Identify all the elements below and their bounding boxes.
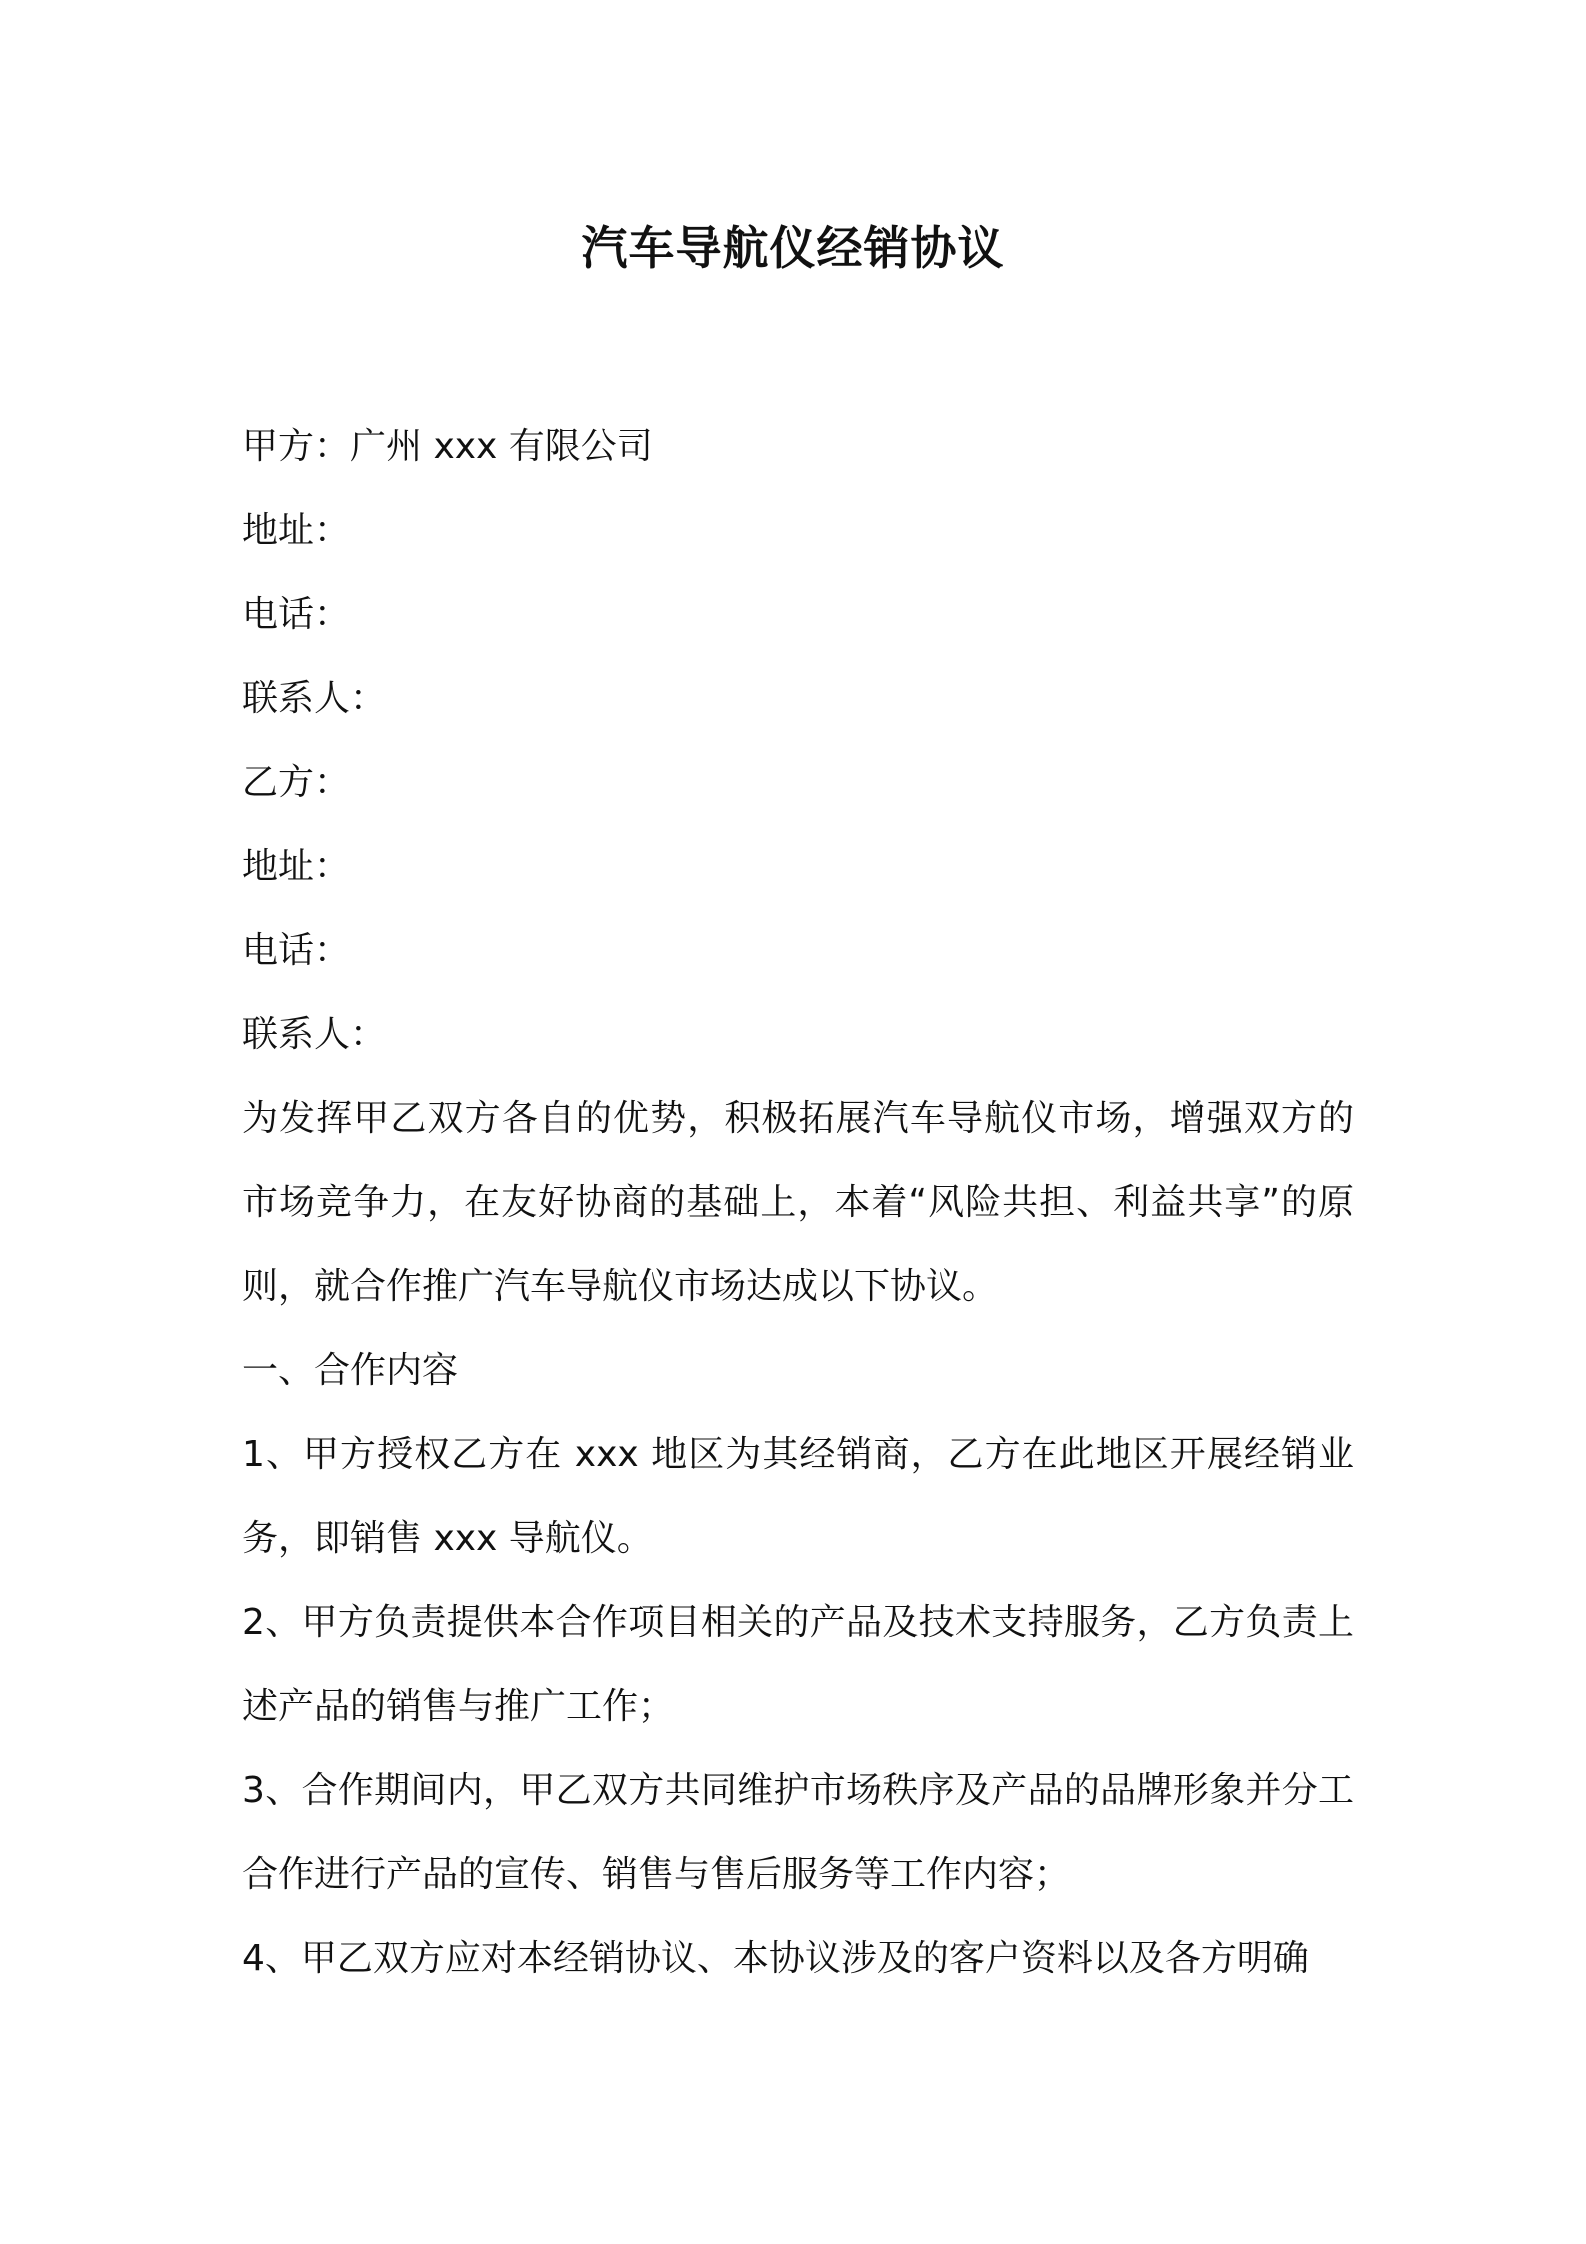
clause-1: 1、甲方授权乙方在 xxx 地区为其经销商，乙方在此地区开展经销业务，即销售 xxx 导航仪。 [242, 1434, 1354, 1559]
party-a-address: 地址： [242, 510, 351, 551]
clause-2: 2、甲方负责提供本合作项目相关的产品及技术支持服务，乙方负责上述产品的销售与推广工作； [242, 1602, 1354, 1727]
party-a-contact: 联系人： [242, 678, 387, 719]
party-a-phone: 电话： [242, 594, 351, 635]
section-heading: 一、合作内容 [242, 1350, 459, 1391]
document-title: 汽车导航仪经销协议 [581, 221, 1005, 275]
document-body [242, 405, 1354, 2001]
party-b-address: 地址： [242, 846, 351, 887]
party-b-name: 乙方： [242, 762, 351, 803]
party-b-contact: 联系人： [242, 1014, 387, 1055]
party-a-name: 甲方：广州 xxx 有限公司 [242, 426, 653, 467]
clause-4: 4、甲乙双方应对本经销协议、本协议涉及的客户资料以及各方明确 [242, 1938, 1309, 1979]
clause-3: 3、合作期间内，甲乙双方共同维护市场秩序及产品的品牌形象并分工合作进行产品的宣传、销售与售后服务等工作内容； [242, 1770, 1354, 1895]
intro-paragraph: 为发挥甲乙双方各自的优势，积极拓展汽车导航仪市场，增强双方的市场竞争力，在友好协商的基础上，本着“风险共担、利益共享”的原则，就合作推广汽车导航仪市场达成以下协议。 [242, 1098, 1354, 1307]
party-b-phone: 电话： [242, 930, 351, 971]
